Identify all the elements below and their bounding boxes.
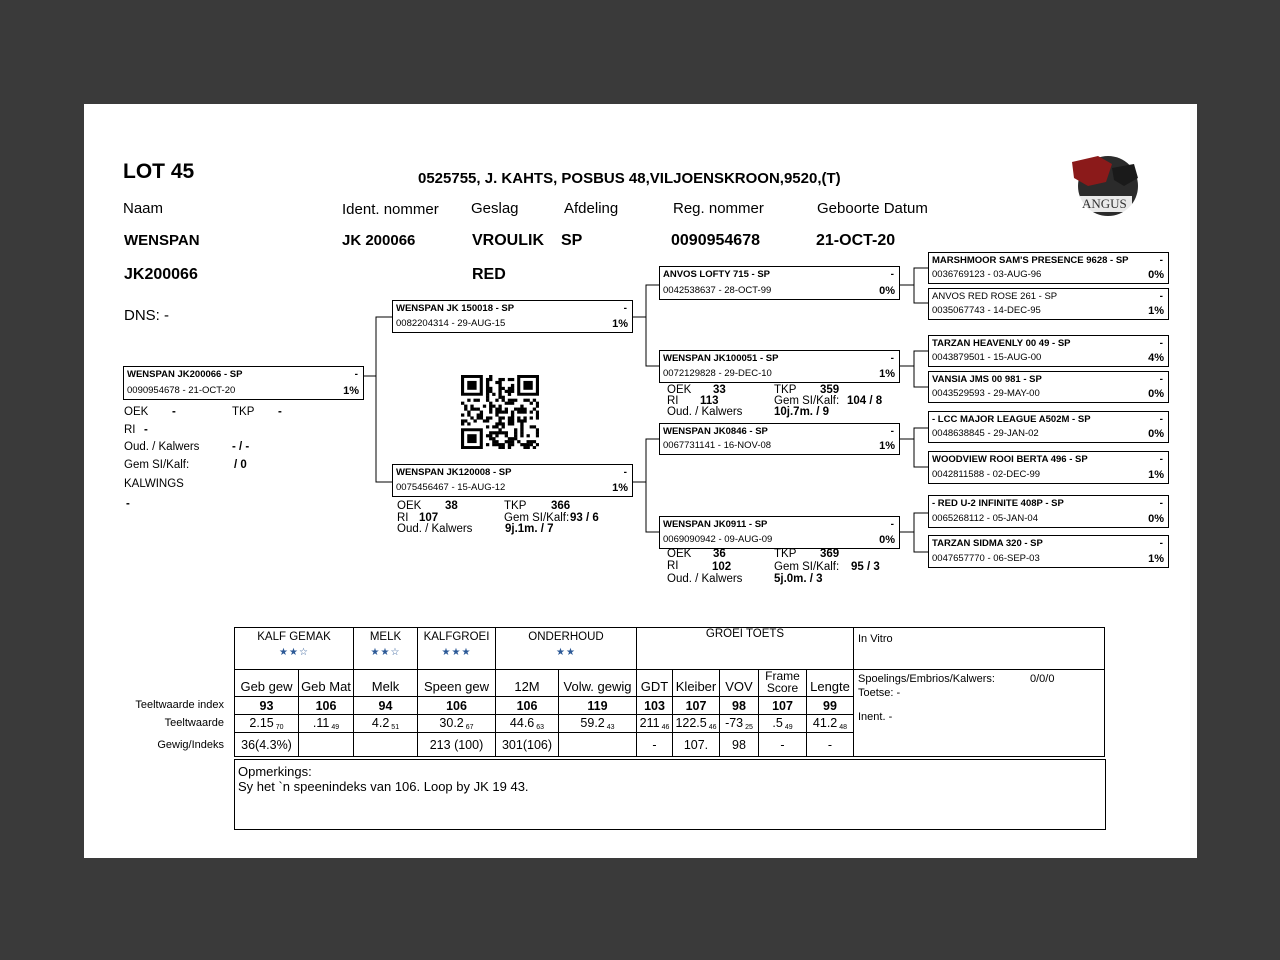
subject-reg: 0090954678 - 21-OCT-20 bbox=[127, 385, 236, 396]
subject-name: WENSPAN JK200066 - SP bbox=[127, 369, 243, 380]
ggp-box-4 bbox=[928, 371, 1169, 403]
onderhoud-stars: ★★ bbox=[556, 647, 576, 658]
ggp-pct: 0% bbox=[1148, 269, 1164, 281]
accuracy-value: 46 bbox=[661, 724, 670, 731]
ggp-dash: - bbox=[1159, 374, 1163, 385]
owner-line: 0525755, J. KAHTS, POSBUS 48,VILJOENSKROON,9520,(T) bbox=[418, 170, 841, 187]
gp2-ri-label: RI bbox=[667, 395, 679, 407]
ggp-name: TARZAN SIDMA 320 - SP bbox=[932, 538, 1043, 549]
category-melk bbox=[354, 628, 418, 670]
gp4-tkp-label: TKP bbox=[774, 548, 797, 560]
groei-toets-label: GROEI TOETS bbox=[705, 628, 785, 640]
gp-pct: 0% bbox=[879, 285, 895, 297]
gewig-cell: 213 (100) bbox=[418, 733, 496, 757]
gp4-ri-label: RI bbox=[667, 560, 679, 572]
dam-reg: 0075456467 - 15-AUG-12 bbox=[396, 482, 506, 493]
index-cell: 103 bbox=[637, 697, 673, 715]
gp-name: WENSPAN JK0846 - SP bbox=[663, 426, 768, 437]
inent: Inent. - bbox=[858, 711, 893, 723]
gp-box-4 bbox=[659, 516, 900, 549]
ggp-dash: - bbox=[1159, 291, 1163, 302]
animal-birth: 21-OCT-20 bbox=[816, 232, 896, 249]
col-vov: VOV bbox=[720, 670, 759, 697]
gp-pct: 1% bbox=[879, 368, 895, 380]
animal-name: WENSPAN bbox=[124, 232, 200, 249]
subject-tkp: - bbox=[278, 406, 282, 418]
qr-code bbox=[461, 375, 539, 449]
gewig-cell: 107. bbox=[673, 733, 720, 757]
gp-box-1 bbox=[659, 266, 900, 300]
gewig-cell: 98 bbox=[720, 733, 759, 757]
sire-dash: - bbox=[623, 303, 627, 314]
gp-dash: - bbox=[890, 519, 894, 530]
remarks-box bbox=[234, 759, 1106, 830]
col-12m: 12M bbox=[496, 670, 559, 697]
sire-name: WENSPAN JK 150018 - SP bbox=[396, 303, 515, 314]
pedigree-sheet bbox=[84, 104, 1197, 858]
subject-oud: - / - bbox=[232, 441, 250, 453]
gp-name: WENSPAN JK100051 - SP bbox=[663, 353, 779, 364]
gewig-cell: 301(106) bbox=[496, 733, 559, 757]
gp-reg: 0069090942 - 09-AUG-09 bbox=[663, 534, 773, 545]
melk-stars: ★★☆ bbox=[370, 647, 401, 658]
ggp-name: - LCC MAJOR LEAGUE A502M - SP bbox=[932, 414, 1091, 425]
accuracy-value: 49 bbox=[331, 724, 340, 731]
side-info bbox=[854, 670, 1105, 757]
teeltwaarde-value: 59.2 bbox=[580, 716, 605, 730]
teeltwaarde-value: .5 bbox=[772, 716, 783, 730]
gp-box-3 bbox=[659, 423, 900, 455]
dam-oud-label: Oud. / Kalwers bbox=[397, 523, 473, 535]
gp2-ri: 113 bbox=[700, 395, 719, 407]
category-kalf-gemak bbox=[235, 628, 354, 670]
ggp-name: TARZAN HEAVENLY 00 49 - SP bbox=[932, 338, 1071, 349]
ggp-box-5 bbox=[928, 411, 1169, 443]
index-cell: 94 bbox=[354, 697, 418, 715]
animal-dept: SP bbox=[561, 232, 583, 249]
subject-box bbox=[123, 366, 364, 400]
spoelings-label: Spoelings/Embrios/Kalwers: bbox=[858, 673, 995, 685]
index-cell: 99 bbox=[807, 697, 854, 715]
ggp-dash: - bbox=[1159, 454, 1163, 465]
gp-dash: - bbox=[890, 426, 894, 437]
subject-pct: 1% bbox=[343, 385, 359, 397]
ggp-box-8 bbox=[928, 535, 1169, 568]
kalfgroei-label: KALFGROEI bbox=[423, 631, 490, 643]
ggp-reg: 0042811588 - 02-DEC-99 bbox=[932, 469, 1041, 480]
in-vitro-cell bbox=[854, 628, 1105, 670]
accuracy-value: 67 bbox=[465, 724, 474, 731]
ggp-reg: 0043529593 - 29-MAY-00 bbox=[932, 388, 1040, 399]
index-cell: 93 bbox=[235, 697, 299, 715]
dam-dash: - bbox=[623, 467, 627, 478]
subject-dash: - bbox=[354, 369, 358, 380]
ggp-box-7 bbox=[928, 495, 1169, 528]
gewig-cell: - bbox=[807, 733, 854, 757]
ggp-name: WOODVIEW ROOI BERTA 496 - SP bbox=[932, 454, 1088, 465]
header-reg: Reg. nommer bbox=[673, 200, 764, 217]
remarks-text: Sy het `n speenindeks van 106. Loop by JK 19 43. bbox=[238, 779, 529, 794]
gewig-cell: - bbox=[637, 733, 673, 757]
teeltwaarde-cell bbox=[673, 715, 720, 733]
accuracy-value: 46 bbox=[708, 724, 717, 731]
ggp-name: VANSIA JMS 00 981 - SP bbox=[932, 374, 1042, 385]
ggp-name: - RED U-2 INFINITE 408P - SP bbox=[932, 498, 1064, 509]
gp-name: WENSPAN JK0911 - SP bbox=[663, 519, 768, 530]
teeltwaarde-cell bbox=[354, 715, 418, 733]
gp4-gem: 95 / 3 bbox=[851, 561, 880, 573]
teeltwaarde-cell bbox=[299, 715, 354, 733]
animal-sex: VROULIK bbox=[472, 232, 544, 249]
accuracy-value: 63 bbox=[536, 724, 545, 731]
teeltwaarde-value: 4.2 bbox=[371, 716, 390, 730]
toetse: Toetse: - bbox=[858, 687, 901, 699]
gp4-ri: 102 bbox=[712, 561, 732, 573]
ggp-dash: - bbox=[1159, 414, 1163, 425]
ggp-box-1 bbox=[928, 252, 1169, 284]
animal-colour: RED bbox=[472, 266, 506, 283]
teeltwaarde-cell bbox=[807, 715, 854, 733]
spoelings-row bbox=[858, 673, 1100, 685]
gp4-gem-label: Gem SI/Kalf: bbox=[774, 561, 840, 573]
kalf-gemak-label: KALF GEMAK bbox=[257, 631, 331, 643]
onderhoud-label: ONDERHOUD bbox=[528, 631, 604, 643]
col-lengte: Lengte bbox=[807, 670, 854, 697]
col-gdt: GDT bbox=[637, 670, 673, 697]
index-cell: 98 bbox=[720, 697, 759, 715]
index-cell: 106 bbox=[418, 697, 496, 715]
ggp-reg: 0047657770 - 06-SEP-03 bbox=[932, 553, 1040, 564]
teeltwaarde-value: 41.2 bbox=[812, 716, 838, 730]
logo-text: ANGUS bbox=[1082, 196, 1127, 211]
gp4-oud: 5j.0m. / 3 bbox=[774, 573, 823, 585]
teeltwaarde-value: 211 bbox=[639, 716, 660, 730]
subject-ri: - bbox=[144, 424, 148, 436]
gewig-cell bbox=[299, 733, 354, 757]
kalwings-label: KALWINGS bbox=[124, 478, 184, 490]
ggp-dash: - bbox=[1159, 498, 1163, 509]
subject-gem: / 0 bbox=[234, 459, 247, 471]
col-frame-score: Frame Score bbox=[759, 670, 807, 697]
ggp-box-6 bbox=[928, 451, 1169, 484]
ggp-name: MARSHMOOR SAM'S PRESENCE 9628 - SP bbox=[932, 255, 1129, 266]
sire-box bbox=[392, 300, 633, 333]
spoelings-value: 0/0/0 bbox=[1030, 673, 1055, 685]
accuracy-value: 70 bbox=[275, 724, 284, 731]
gewig-cell: 36(4.3%) bbox=[235, 733, 299, 757]
dns-status: DNS: - bbox=[124, 307, 169, 324]
ggp-pct: 4% bbox=[1148, 352, 1164, 364]
teeltwaarde-cell bbox=[496, 715, 559, 733]
ggp-box-2 bbox=[928, 288, 1169, 320]
dam-ri: 107 bbox=[419, 512, 439, 524]
category-kalfgroei bbox=[418, 628, 496, 670]
teeltwaarde-value: -73 bbox=[725, 716, 744, 730]
teeltwaarde-cell bbox=[418, 715, 496, 733]
gp-pct: 1% bbox=[879, 440, 895, 452]
row-label-teeltwaarde: Teeltwaarde bbox=[164, 717, 224, 729]
accuracy-value: 48 bbox=[839, 724, 848, 731]
gp2-tkp: 359 bbox=[820, 384, 840, 396]
teeltwaarde-value: 122.5 bbox=[675, 716, 707, 730]
gp2-gem-label: Gem SI/Kalf: bbox=[774, 395, 840, 407]
gp-box-2 bbox=[659, 350, 900, 383]
gp4-oek: 36 bbox=[713, 548, 726, 560]
gewig-cell bbox=[354, 733, 418, 757]
ggp-reg: 0036769123 - 03-AUG-96 bbox=[932, 269, 1042, 280]
remarks-label: Opmerkings: bbox=[238, 764, 312, 779]
ggp-pct: 0% bbox=[1148, 513, 1164, 525]
gp-dash: - bbox=[890, 353, 894, 364]
gp2-oud: 10j.7m. / 9 bbox=[774, 406, 829, 418]
lot-number: LOT 45 bbox=[123, 160, 195, 183]
gp4-tkp: 369 bbox=[820, 548, 840, 560]
teeltwaarde-cell bbox=[559, 715, 637, 733]
gewig-cell: - bbox=[759, 733, 807, 757]
ggp-dash: - bbox=[1159, 538, 1163, 549]
col-kleiber: Kleiber bbox=[673, 670, 720, 697]
kalfgroei-stars: ★★★ bbox=[441, 647, 472, 658]
row-label-gewig: Gewig/Indeks bbox=[157, 739, 224, 751]
gewig-cell bbox=[559, 733, 637, 757]
gp-reg: 0042538637 - 28-OCT-99 bbox=[663, 285, 772, 296]
teeltwaarde-cell bbox=[637, 715, 673, 733]
gp2-gem: 104 / 8 bbox=[847, 395, 883, 407]
teeltwaarde-value: 2.15 bbox=[249, 716, 274, 730]
teeltwaarde-cell bbox=[720, 715, 759, 733]
index-cell: 106 bbox=[299, 697, 354, 715]
gp-reg: 0067731141 - 16-NOV-08 bbox=[663, 440, 772, 451]
header-afdeling: Afdeling bbox=[564, 200, 619, 217]
gp2-oek-label: OEK bbox=[667, 384, 692, 396]
subject-ri-label: RI bbox=[124, 424, 136, 436]
ggp-pct: 0% bbox=[1148, 388, 1164, 400]
teeltwaarde-cell bbox=[235, 715, 299, 733]
ggp-dash: - bbox=[1159, 255, 1163, 266]
col-volw-gewig: Volw. gewig bbox=[559, 670, 637, 697]
ggp-box-3 bbox=[928, 335, 1169, 367]
ggp-pct: 0% bbox=[1148, 428, 1164, 440]
dam-gem-label: Gem SI/Kalf: bbox=[504, 512, 570, 524]
dam-gem: 93 / 6 bbox=[570, 512, 599, 524]
teeltwaarde-cell bbox=[759, 715, 807, 733]
index-cell: 107 bbox=[759, 697, 807, 715]
gp-reg: 0072129828 - 29-DEC-10 bbox=[663, 368, 772, 379]
dam-tkp: 366 bbox=[551, 500, 571, 512]
breeding-value-table bbox=[234, 627, 1105, 757]
animal-code: JK200066 bbox=[124, 266, 198, 283]
ggp-dash: - bbox=[1159, 338, 1163, 349]
accuracy-value: 51 bbox=[391, 724, 400, 731]
col-melk: Melk bbox=[354, 670, 418, 697]
dam-box bbox=[392, 464, 633, 497]
gp-pct: 0% bbox=[879, 534, 895, 546]
row-label-index: Teeltwaarde index bbox=[135, 699, 224, 711]
teeltwaarde-value: 44.6 bbox=[509, 716, 535, 730]
dam-tkp-label: TKP bbox=[504, 500, 527, 512]
gp-name: ANVOS LOFTY 715 - SP bbox=[663, 269, 770, 280]
dam-ri-label: RI bbox=[397, 512, 409, 524]
gp2-oud-label: Oud. / Kalwers bbox=[667, 406, 743, 418]
subject-oek-label: OEK bbox=[124, 406, 149, 418]
ggp-pct: 1% bbox=[1148, 553, 1164, 565]
col-geb-mat: Geb Mat bbox=[299, 670, 354, 697]
ggp-pct: 1% bbox=[1148, 305, 1164, 317]
header-ident: Ident. nommer bbox=[342, 201, 439, 218]
gp2-tkp-label: TKP bbox=[774, 384, 797, 396]
col-geb-gew: Geb gew bbox=[235, 670, 299, 697]
accuracy-value: 25 bbox=[745, 724, 753, 731]
teeltwaarde-value: .11 bbox=[312, 716, 330, 730]
subject-oud-label: Oud. / Kalwers bbox=[124, 441, 200, 453]
animal-reg: 0090954678 bbox=[671, 232, 760, 249]
category-onderhoud bbox=[496, 628, 637, 670]
col-speen-gew: Speen gew bbox=[418, 670, 496, 697]
ggp-reg: 0065268112 - 05-JAN-04 bbox=[932, 513, 1038, 524]
category-groei-toets bbox=[637, 628, 854, 670]
subject-oek: - bbox=[172, 406, 176, 418]
ggp-pct: 1% bbox=[1148, 469, 1164, 481]
dam-oek: 38 bbox=[445, 500, 458, 512]
index-cell: 107 bbox=[673, 697, 720, 715]
dam-oek-label: OEK bbox=[397, 500, 422, 512]
accuracy-value: 43 bbox=[606, 724, 615, 731]
header-geboorte: Geboorte Datum bbox=[817, 200, 928, 217]
index-cell: 106 bbox=[496, 697, 559, 715]
subject-gem-label: Gem SI/Kalf: bbox=[124, 459, 190, 471]
kalwings-value: - bbox=[126, 498, 130, 510]
dam-name: WENSPAN JK120008 - SP bbox=[396, 467, 512, 478]
subject-tkp-label: TKP bbox=[232, 406, 255, 418]
sire-pct: 1% bbox=[612, 318, 628, 330]
header-geslag: Geslag bbox=[471, 200, 519, 217]
animal-ident: JK 200066 bbox=[342, 232, 416, 249]
melk-label: MELK bbox=[369, 631, 402, 643]
ggp-reg: 0048638845 - 29-JAN-02 bbox=[932, 428, 1039, 439]
dam-oud: 9j.1m. / 7 bbox=[505, 523, 554, 535]
kalf-gemak-stars: ★★☆ bbox=[279, 647, 309, 658]
header-naam: Naam bbox=[123, 200, 164, 217]
in-vitro-label: In Vitro bbox=[858, 633, 893, 645]
ggp-reg: 0035067743 - 14-DEC-95 bbox=[932, 305, 1041, 316]
accuracy-value: 49 bbox=[784, 724, 793, 731]
ggp-name: ANVOS RED ROSE 261 - SP bbox=[932, 291, 1058, 302]
gp-dash: - bbox=[890, 269, 894, 280]
dam-pct: 1% bbox=[612, 482, 628, 494]
gp2-oek: 33 bbox=[713, 384, 726, 396]
gp4-oek-label: OEK bbox=[667, 548, 692, 560]
sire-reg: 0082204314 - 29-AUG-15 bbox=[396, 318, 506, 329]
gp4-oud-label: Oud. / Kalwers bbox=[667, 573, 743, 585]
index-cell: 119 bbox=[559, 697, 637, 715]
teeltwaarde-value: 30.2 bbox=[439, 716, 464, 730]
ggp-reg: 0043879501 - 15-AUG-00 bbox=[932, 352, 1042, 363]
